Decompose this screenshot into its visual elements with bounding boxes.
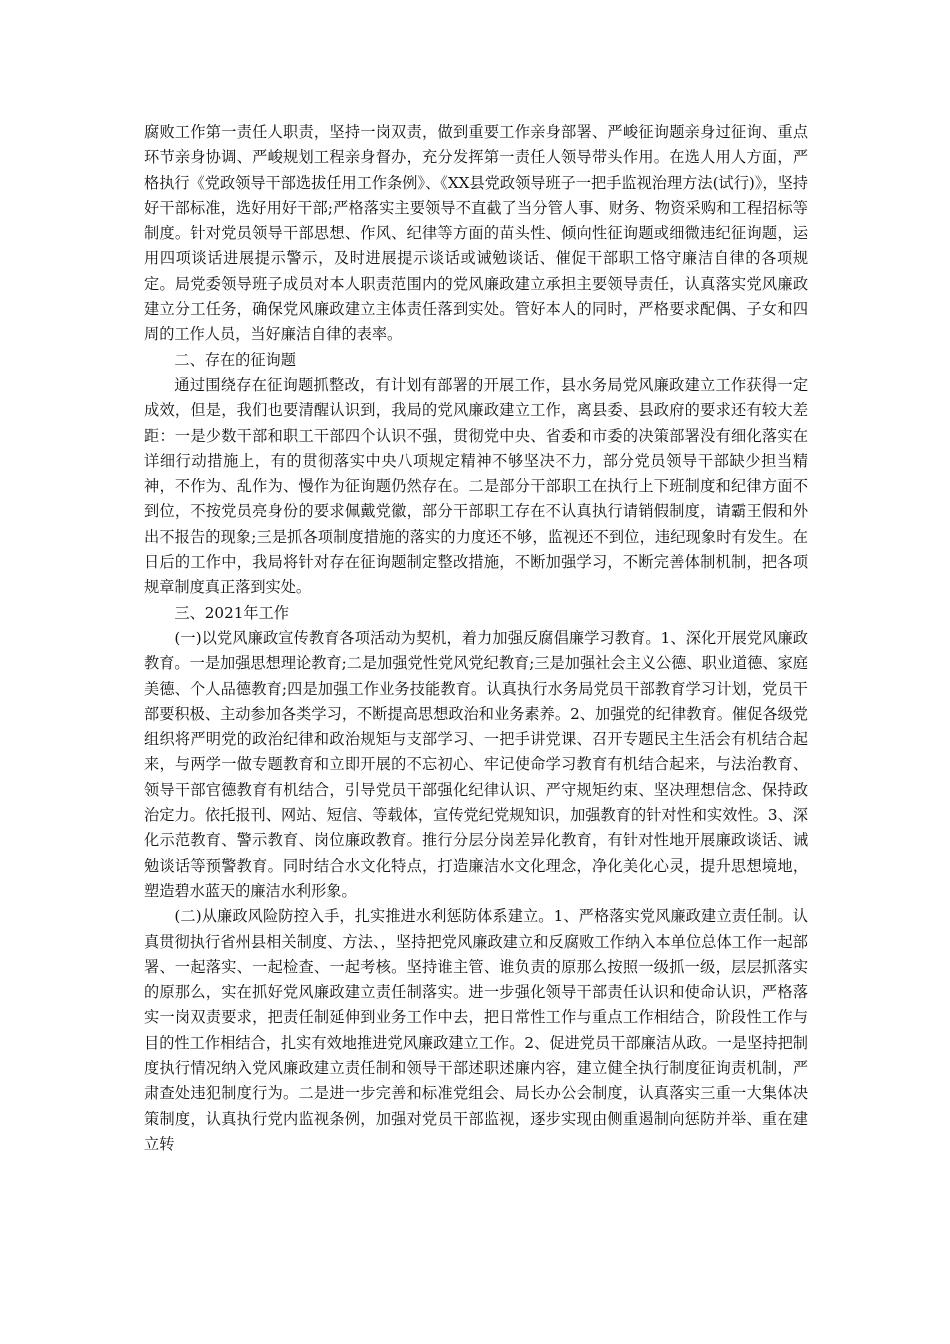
paragraph-education-plan: (一)以党风廉政宣传教育各项活动为契机，着力加强反腐倡廉学习教育。1、深化开展党风廉政教育。一是加强思想理论教育;二是加强党性党风党纪教育;三是加强社会主义公德、职业道德、家庭美德、个人品德教育;四是加强工作业务技能教育。认真执行水务局党员干部教育学习计划，党员干部要积极、主动参加各类学习，不断提高思想政治和业务素养。2、加强党的纪律教育。催促各级党组织将严明党的政治纪律和政治规矩与支部学习、一把手讲党课、召开专题民主生活会有机结合起来，与两学一做专题教育和立即开展的不忘初心、牢记使命学习教育有机结合起来，与法治教育、领导干部官德教育有机结合，引导党员干部强化纪律认识、严守规矩约束、坚决理想信念、保持政治定力。依托报刊、网站、短信、等载体，宣传党纪党规知识，加强教育的针对性和实效性。3、深化示范教育、警示教育、岗位廉政教育。推行分层分岗差异化教育，有针对性地开展廉政谈话、诫勉谈话等预警教育。同时结合水文化特点，打造廉洁水文化理念，净化美化心灵，提升思想境地，塑造碧水蓝天的廉洁水利形象。 [144,628,808,900]
paragraph-risk-prevention: (二)从廉政风险防控入手，扎实推进水利惩防体系建立。1、严格落实党风廉政建立责任制。认真贯彻执行省州县相关制度、方法、，坚持把党风廉政建立和反腐败工作纳入本单位总体工作一起部署、一起落实、一起检查、一起考核。坚持谁主管、谁负责的原那么按照一级抓一级，层层抓落实的原那么，实在抓好党风廉政建立责任制落实。进一步强化领导干部责任认识和使命认识，严格落实一岗双责要求，把责任制延伸到业务工作中去，把日常性工作与重点工作相结合，阶段性工作与目的性工作相结合，扎实有效地推进党风廉政建立工作。2、促进党员干部廉洁从政。一是坚持把制度执行情况纳入党风廉政建立责任制和领导干部述职述廉内容，建立健全执行制度征询责机制，严肃查处违犯制度行为。二是进一步完善和标准党组会、局长办公会制度，认真落实三重一大集体决策制度，认真执行党内监视条例，加强对党员干部监视，逐步实现由侧重遏制向惩防并举、重在建立转 [144,907,808,1153]
document-page [144,120,808,1157]
paragraph-responsibility-continued: 腐败工作第一责任人职责，坚持一岗双责，做到重要工作亲身部署、严峻征询题亲身过征询、重点环节亲身协调、严峻规划工程亲身督办，充分发挥第一责任人领导带头作用。在选人用人方面，严格执行《党政领导干部选拔任用工作条例》、《XX县党政领导班子一把手监视治理方法(试行)》，坚持好干部标准，选好用好干部;严格落实主要领导不直截了当分管人事、财务、物资采购和工程招标等制度。针对党员领导干部思想、作风、纪律等方面的苗头性、倾向性征询题或细微违纪征询题，运用四项谈话进展提示警示，及时进展提示谈话或诫勉谈话、催促干部职工恪守廉洁自律的各项规定。局党委领导班子成员对本人职责范围内的党风廉政建立承担主要领导责任，认真落实党风廉政建立分工任务，确保党风廉政建立主体责任落到实处。管好本人的同时，严格要求配偶、子女和四周的工作人员，当好廉洁自律的表率。 [144,123,808,344]
section-heading-2021-work: 三、2021年工作 [174,603,289,622]
paragraph-existing-problems: 通过围绕存在征询题抓整改，有计划有部署的开展工作，县水务局党风廉政建立工作获得一定成效，但是，我们也要清醒认识到，我局的党风廉政建立工作，离县委、县政府的要求还有较大差距：一是少数干部和职工干部四个认识不强，贯彻党中央、省委和市委的决策部署没有细化落实在详细行动措施上，有的贯彻落实中央八项规定精神不够坚决不力，部分党员领导干部缺少担当精神，不作为、乱作为、慢作为征询题仍然存在。二是部分干部职工在执行上下班制度和纪律方面不到位，不按党员亮身份的要求佩戴党徽，部分干部职工存在不认真执行请销假制度，请霸王假和外出不报告的现象;三是抓各项制度措施的落实的力度还不够，监视还不到位，违纪现象时有发生。在日后的工作中，我局将针对存在征询题制定整改措施，不断加强学习，不断完善体制机制，把各项规章制度真正落到实处。 [144,375,808,597]
section-heading-existing-problems: 二、存在的征询题 [174,350,296,369]
